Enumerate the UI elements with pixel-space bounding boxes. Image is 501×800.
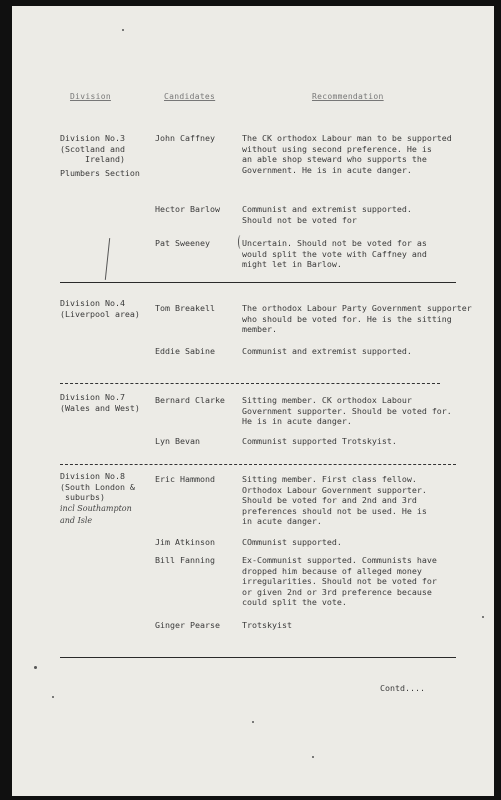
candidate-name: Lyn Bevan (155, 436, 200, 446)
scan-speck (252, 721, 254, 723)
division-sub-label: Plumbers Section (60, 168, 140, 178)
candidate-recommendation: COmmunist supported. (242, 537, 342, 547)
section-divider (60, 657, 456, 658)
candidate-name: Jim Atkinson (155, 537, 215, 547)
header-recommendation: Recommendation (312, 92, 384, 101)
candidate-name: Hector Barlow (155, 204, 220, 214)
candidate-recommendation: Communist supported Trotskyist. (242, 436, 397, 446)
candidate-name: Eric Hammond (155, 474, 215, 484)
division-label: Division No.8 (South London & suburbs) (60, 471, 135, 503)
scan-speck (52, 696, 54, 698)
candidate-name: Bernard Clarke (155, 395, 225, 405)
header-division: Division (70, 92, 111, 101)
continued-label: Contd.... (380, 683, 425, 693)
candidate-recommendation: Sitting member. CK orthodox Labour Government supporter. Should be voted for. He is in acute danger. (242, 395, 452, 427)
candidate-recommendation: Trotskyist (242, 620, 292, 630)
division-label: Division No.3 (Scotland and Ireland) (60, 133, 125, 165)
candidate-recommendation: Ex-Communist supported. Communists have dropped him because of alleged money irregularities. Should not be voted for or given 2nd or 3rd preference because could split the vote. (242, 555, 437, 608)
pen-mark (105, 238, 110, 280)
header-candidates: Candidates (164, 92, 216, 101)
candidate-recommendation: Sitting member. First class fellow. Orthodox Labour Government supporter. Should be voted for and 2nd and 3rd preferences should not be used. He is in acute danger. (242, 474, 427, 527)
candidate-recommendation: The orthodox Labour Party Government supporter who should be voted for. He is the sitting member. (242, 303, 472, 335)
scan-speck (122, 29, 124, 31)
candidate-recommendation: Uncertain. Should not be voted for as would split the vote with Caffney and might let in Barlow. (242, 238, 427, 270)
candidate-name: Bill Fanning (155, 555, 215, 565)
candidate-name: Pat Sweeney (155, 238, 210, 248)
candidate-name: Tom Breakell (155, 303, 215, 313)
candidate-name: Eddie Sabine (155, 346, 215, 356)
scan-speck (312, 756, 314, 758)
candidate-recommendation: Communist and extremist supported. Should not be voted for (242, 204, 412, 225)
candidate-name: John Caffney (155, 133, 215, 143)
handwritten-note: incl Southampton and Isle (60, 504, 132, 525)
section-divider (60, 464, 456, 465)
pen-mark (238, 235, 243, 249)
candidate-name: Ginger Pearse (155, 620, 220, 630)
candidate-recommendation: Communist and extremist supported. (242, 346, 412, 356)
division-label: Division No.4 (Liverpool area) (60, 298, 140, 319)
scan-speck (482, 616, 484, 618)
scan-speck (34, 666, 37, 669)
section-divider (60, 282, 456, 283)
division-label: Division No.7 (Wales and West) (60, 392, 140, 413)
section-divider (60, 383, 440, 384)
candidate-recommendation: The CK orthodox Labour man to be supported without using second preference. He is an able shop steward who supports the Government. He is in acute danger. (242, 133, 452, 175)
document-page (12, 6, 494, 796)
